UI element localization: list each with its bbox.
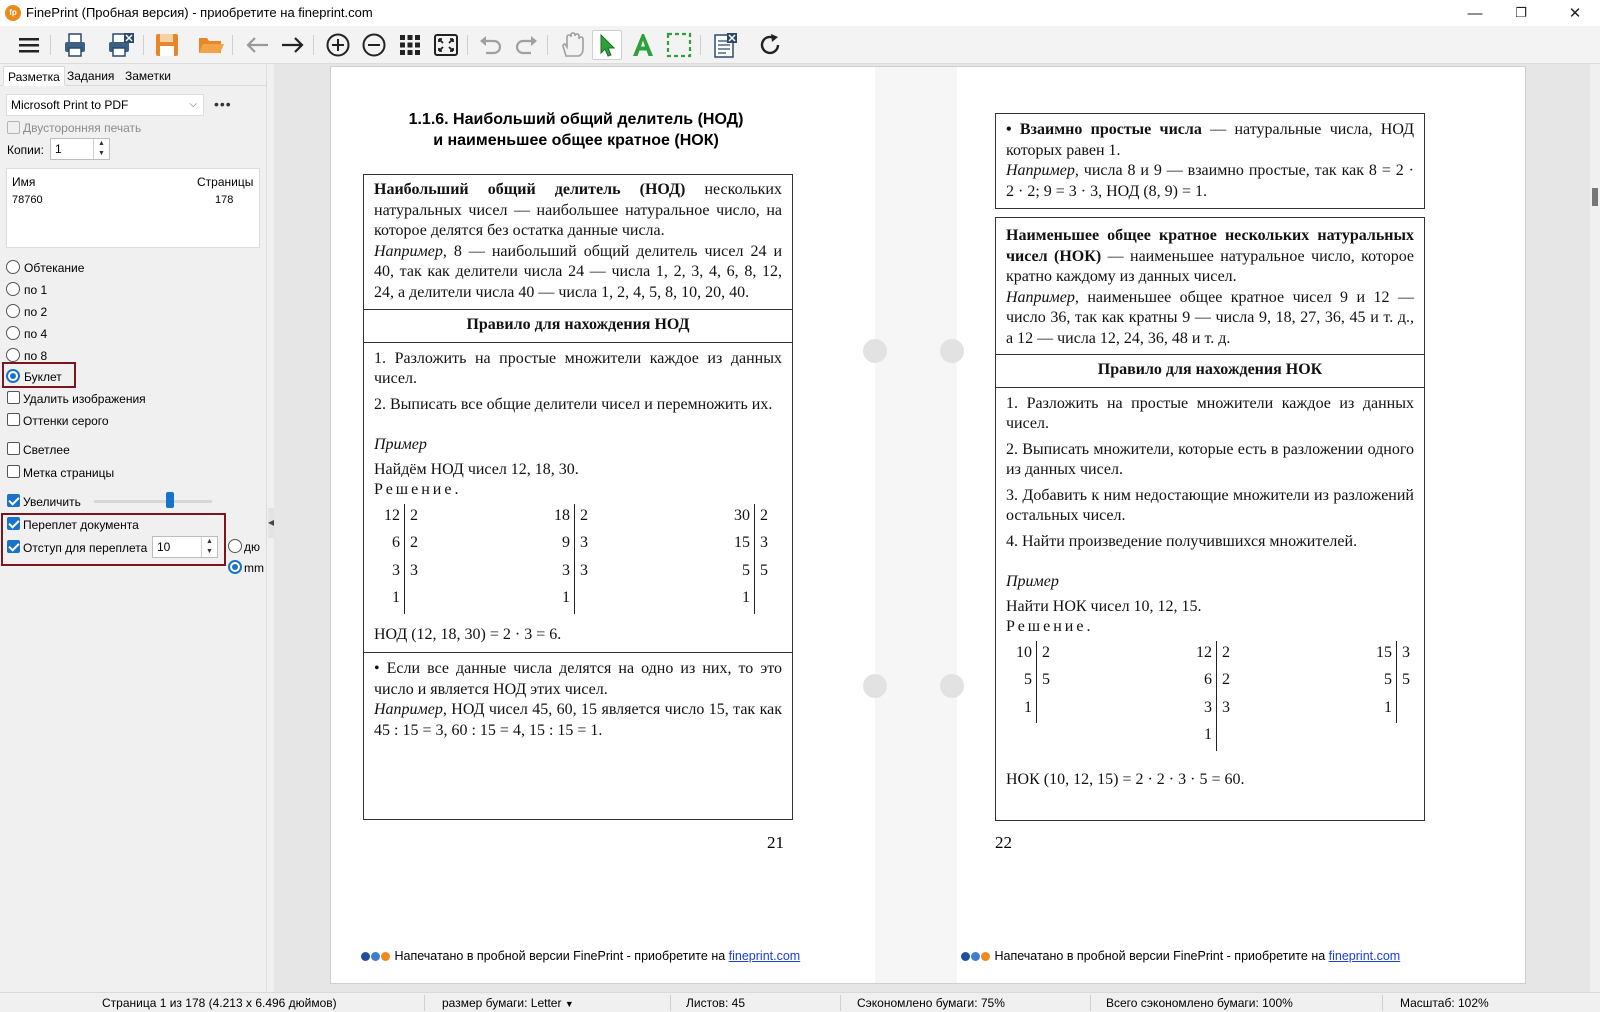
maximize-button[interactable]: ❐ [1515,5,1527,20]
save-icon[interactable] [152,30,182,60]
stepper-up-icon[interactable]: ▲ [206,538,213,545]
binding-hole [863,339,887,363]
factor-number: 6 [392,534,400,551]
lcm-result: НОК (10, 12, 15) = 2 · 2 · 3 · 5 = 60. [1006,770,1245,788]
lighter-checkbox[interactable] [7,442,20,455]
jobs-table [6,168,260,248]
lcm-rule-title: Правило для нахождения НОК [1097,361,1323,378]
unit-mm-label: mm [244,561,264,575]
stepper-down-icon[interactable]: ▼ [206,548,213,555]
layout-radio-1[interactable] [6,282,20,296]
lcm-step-2: 2. Выписать множители, которые есть в разложении одного из данных чисел. [1006,440,1414,478]
scrollbar-thumb[interactable] [1592,188,1598,206]
division-line [574,504,575,614]
factor-number: 12 [1196,643,1212,661]
prime-factor: 3 [580,561,588,579]
lcm-step-3: 3. Добавить к ним недостающие множители из разложений остальных чисел. [1006,486,1414,524]
binding-gutter [875,67,957,983]
print-delete-icon[interactable] [106,30,136,60]
gcd-example-task: Найдём НОД чисел 12, 18, 30. [374,460,579,478]
gcd-step-1: 1. Разложить на простые множители каждое из данных чисел. [374,349,782,387]
division-line [1036,641,1037,724]
prime-factor: 2 [1222,671,1230,688]
factor-number: 1 [562,589,570,606]
lcm-definition: Наименьшее общее кратное нескольких натуральных чисел (НОК) — наименьшее натуральное число, которое кратно каждому из данных чисел. Например, наименьшее общее кратное чисел 9 и 12 — число 36, так как кратны 9 — числа 9, 18, 27, 36, 45 и т. д., а 12 — числа 12, 24, 36, 48 и т. д. [1006,227,1415,347]
page-label-checkbox[interactable] [7,465,20,478]
layout-radio-booklet[interactable] [6,369,20,383]
prime-factor: 5 [760,561,768,579]
binding-offset-label: Отступ для переплета [23,541,148,555]
job-pages: 178 [215,194,234,206]
gcd-step-2: 2. Выписать все общие делители чисел и перемножить их. [374,395,773,413]
prime-factor: 3 [580,534,588,551]
job-name: 78760 [12,194,43,206]
enlarge-label: Увеличить [23,495,81,509]
factor-number: 1 [1204,726,1212,743]
gcd-definition: Наибольший общий делитель (НОД) нескольких натуральных чисел — наибольшее натуральное число, на которое делятся без остатка данные числа. Например, 8 — наибольший общий делитель чисел 24 и 40, так как делители числа 24 — числа 1, 2, 3, 4, 6, 8, 12, 24, а делители числа 40 — числа 1, 2, 4, 5, 8, 10, 20, 40. [374,181,782,301]
lcm-example-title: Пример [1006,573,1059,590]
lcm-example-solution: Решение. [1006,618,1094,635]
division-line [1396,641,1397,724]
unit-inch-radio[interactable] [228,539,242,553]
remove-images-checkbox[interactable] [7,391,20,404]
gcd-result: НОД (12, 18, 30) = 2 · 3 = 6. [374,625,562,643]
fineprint-logo-icon [361,949,391,963]
vertical-scrollbar[interactable] [1590,64,1600,992]
factor-number: 30 [734,506,750,524]
factor-number: 3 [1204,698,1212,716]
sidebar-tabs [0,64,266,86]
forward-arrow-icon[interactable] [278,30,308,60]
select-pointer-icon[interactable] [592,30,622,60]
grid-icon[interactable] [395,30,425,60]
layout-label-wrap: Обтекание [24,261,85,275]
section-title: 1.1.6. Наибольший общий делитель (НОД) и наименьшее общее кратное (НОК) [408,111,744,149]
factor-number: 9 [562,534,570,551]
booklet-sheet [330,66,1526,984]
grayscale-label: Оттенки серого [23,414,109,428]
zoom-in-icon[interactable] [323,30,353,60]
prime-factor: 2 [410,506,418,524]
print-icon[interactable] [60,30,90,60]
back-arrow-icon[interactable] [242,30,272,60]
close-button[interactable]: ✕ [1568,5,1582,22]
collapse-arrow-icon[interactable]: ◀ [268,508,274,538]
status-sheets: Листов: 45 [686,996,746,1010]
layout-radio-4[interactable] [6,326,20,340]
status-saved: Сэкономлено бумаги: 75% [857,996,1005,1010]
gcd-example-title: Пример [374,436,427,453]
fineprint-link[interactable]: fineprint.com [728,949,801,963]
lcm-step-1: 1. Разложить на простые множители каждое из данных чисел. [1006,394,1414,432]
layout-label-2: по 2 [24,305,48,319]
binding-offset-value: 10 [157,540,171,554]
enlarge-slider-thumb[interactable] [166,492,174,508]
layout-label-8: по 8 [24,349,48,363]
table-row[interactable] [7,191,259,209]
factor-number: 10 [1016,643,1032,661]
more-options-button[interactable]: ••• [214,96,232,112]
layout-radio-8[interactable] [6,348,20,362]
status-total-saved: Всего сэкономлено бумаги: 100% [1106,996,1293,1010]
binding-hole [940,339,964,363]
factor-number: 3 [562,561,570,579]
prime-factor: 5 [1042,671,1050,688]
layout-label-booklet: Буклет [24,370,62,384]
fineprint-link[interactable]: fineprint.com [1328,949,1401,963]
factor-number: 18 [554,506,570,524]
chevron-down-icon: ▼ [564,999,574,1009]
gcd-note: • Если все данные числа делятся на одно из них, то это число и является НОД этих чисел. Например, НОД чисел 45, 60, 15 является число 15, так как 45 : 15 = 3, 60 : 15 = 4, 15 : 15 = 1. [374,660,782,739]
text-tool-icon[interactable] [628,30,658,60]
layout-label-1: по 1 [24,283,48,297]
zoom-out-icon[interactable] [359,30,389,60]
open-folder-icon[interactable] [196,30,226,60]
jobs-col-pages: Страницы [197,175,254,189]
preview-area [274,64,1600,992]
lcm-factorizations [996,638,1424,762]
fit-page-icon[interactable] [431,30,461,60]
page-label-label: Метка страницы [23,466,115,480]
factor-number: 5 [1024,671,1032,688]
binding-label: Переплет документа [23,518,139,532]
remove-images-label: Удалить изображения [23,392,146,406]
division-line [754,504,755,614]
prime-factor: 3 [1402,643,1410,661]
sidebar-splitter[interactable] [266,64,274,992]
redo-icon[interactable] [511,30,541,60]
refresh-icon[interactable] [755,30,785,60]
window-title: FinePrint (Пробная версия) - приобретите на fineprint.com [26,5,373,20]
coprime-box: • Взаимно простые числа — натуральные числа, НОД которых равен 1. Например, числа 8 и 9 — взаимно простые, так как 8 = 2 · 2 · 2; 9 = 3 · 3, НОД (8, 9) = 1. [995,113,1425,209]
factor-number: 15 [734,534,750,551]
copies-stepper[interactable] [50,138,110,160]
prime-factor: 5 [1402,671,1410,688]
prime-factor: 3 [760,534,768,551]
prime-factor: 3 [410,561,418,579]
layout-radio-wrap[interactable] [6,260,20,274]
prime-factor: 2 [760,506,768,524]
app-icon: fp [5,5,21,21]
division-line [1216,641,1217,751]
copies-label: Копии: [7,143,44,157]
factor-number: 1 [392,589,400,606]
jobs-col-name: Имя [12,175,36,189]
gcd-rule-title: Правило для нахождения НОД [466,316,690,333]
hand-tool-icon[interactable] [557,30,587,60]
gcd-factorizations [364,501,792,621]
fineprint-logo-icon [961,949,991,963]
menu-icon[interactable] [14,30,44,60]
prime-factor: 3 [1222,698,1230,716]
prime-factor: 2 [1042,643,1050,661]
copies-value: 1 [55,142,62,156]
status-page-info: Страница 1 из 178 (4.213 x 6.496 дюймов) [102,996,337,1010]
factor-number: 1 [1384,698,1392,716]
division-line [404,504,405,614]
binding-offset-stepper[interactable] [152,536,218,558]
factor-number: 1 [742,589,750,606]
layout-sidebar [0,64,266,992]
stepper-up-icon[interactable]: ▲ [98,140,105,147]
status-paper-size[interactable]: размер бумаги: Letter ▼ [442,996,574,1010]
lcm-step-4: 4. Найти произведение получившихся множителей. [1006,532,1358,550]
trial-footer-left: Напечатано в пробной версии FinePrint - приобретите на fineprint.com [361,949,800,963]
undo-icon[interactable] [476,30,506,60]
factor-number: 3 [392,561,400,579]
binding-offset-checkbox[interactable] [7,540,20,553]
factor-number: 6 [1204,671,1212,688]
prime-factor: 2 [1222,643,1230,661]
gcd-box [363,174,793,820]
stepper-down-icon[interactable]: ▼ [98,150,105,157]
minimize-button[interactable]: — [1467,4,1483,22]
layout-label-4: по 4 [24,327,48,341]
prime-factor: 2 [410,534,418,551]
binding-hole [940,674,964,698]
page-number-left: 21 [767,833,784,852]
status-zoom: Масштаб: 102% [1400,996,1489,1010]
lcm-example-task: Найти НОК чисел 10, 12, 15. [1006,597,1202,615]
factor-number: 12 [384,506,400,524]
unit-mm-radio[interactable] [228,560,242,574]
printer-select-value: Microsoft Print to PDF [11,98,129,112]
factor-number: 1 [1024,698,1032,716]
enlarge-slider-track[interactable] [94,500,212,503]
layout-radio-2[interactable] [6,304,20,318]
toolbar [0,26,1600,64]
page-number-right: 22 [995,833,1012,852]
status-bar [0,992,1600,1012]
lcm-box [995,217,1425,821]
chevron-down-icon: ⌵ [189,99,197,110]
lighter-label: Светлее [23,443,70,457]
trial-footer-right: Напечатано в пробной версии FinePrint - приобретите на fineprint.com [961,949,1400,963]
grayscale-checkbox[interactable] [7,413,20,426]
factor-number: 15 [1376,643,1392,661]
factor-number: 5 [742,561,750,579]
duplex-checkbox[interactable] [7,121,20,134]
title-bar [0,0,1600,26]
gcd-example-solution: Решение. [374,481,462,498]
unit-inch-label: дю [244,540,261,554]
factor-number: 5 [1384,671,1392,688]
prime-factor: 2 [580,506,588,524]
tab-jobs[interactable]: Задания [67,69,115,83]
marquee-select-icon[interactable] [664,30,694,60]
binding-hole [863,674,887,698]
tab-notes[interactable]: Заметки [125,69,171,83]
printer-select[interactable] [6,94,204,116]
page-delete-icon[interactable] [710,30,740,60]
enlarge-checkbox[interactable] [7,494,20,507]
tab-layout[interactable]: Разметка [3,66,65,86]
binding-checkbox[interactable] [7,517,20,530]
duplex-label: Двусторонняя печать [23,121,142,135]
